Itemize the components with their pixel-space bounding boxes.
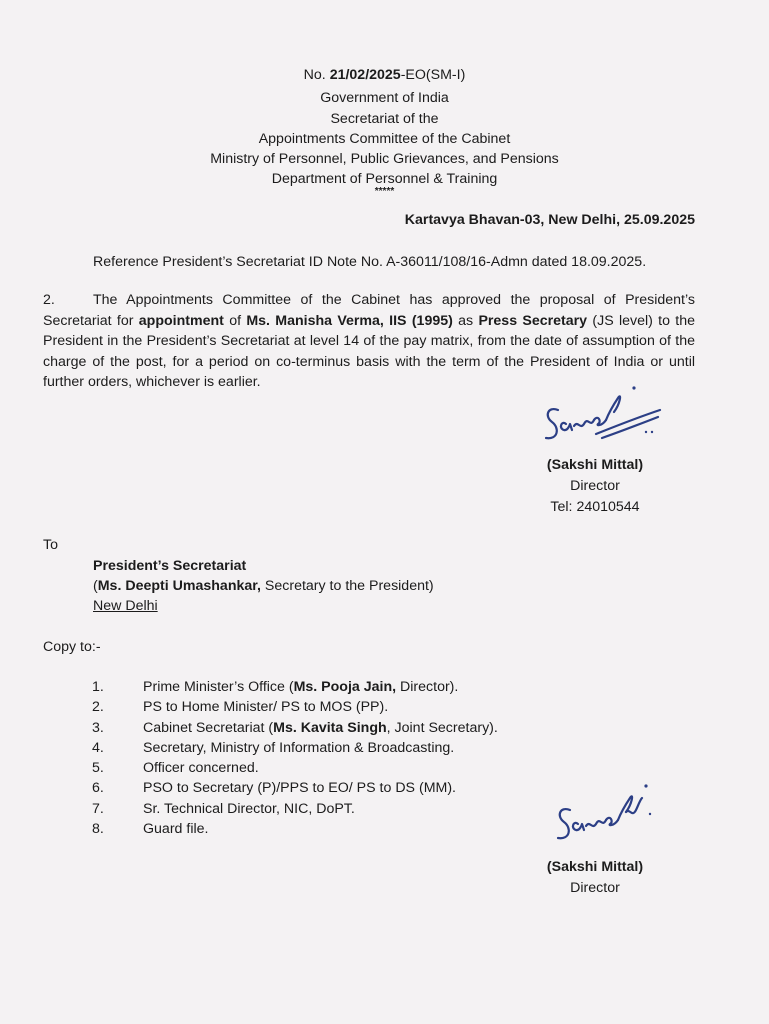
header-department: Department of Personnel & Training (271, 171, 498, 187)
paragraph-number: 2. (43, 292, 55, 308)
signature-image-2 (550, 778, 670, 850)
signatory-name: (Sakshi Mittal) (546, 457, 644, 473)
signatory-tel: Tel: 24010544 (550, 499, 640, 515)
post-title: Press Secretary (478, 312, 588, 329)
reference-note: Reference President’s Secretariat ID Note No. A-36011/108/16-Admn dated 18.09.2025. (93, 254, 647, 270)
recipient-org: President’s Secretariat (93, 558, 247, 574)
signatory-designation: Director (570, 478, 620, 494)
header-ministry: Ministry of Personnel, Public Grievances, and Pensions (210, 151, 559, 167)
file-number: No. 21/02/2025-EO(SM-I) (303, 67, 466, 83)
header-committee: Appointments Committee of the Cabinet (258, 131, 511, 147)
approval-paragraph: 2. The Appointments Committee of the Cabinet has approved the proposal of President’s Secretariat for appointment of Ms. Manisha Verma, IIS (1995) as Press Secretary (JS level) to the President in the President’s Secretariat at level 14 of the pay matrix, from the date of assumption of the charge of the post, for a period on co-terminus basis with the term of the President of India or until further orders, whichever is earlier. (43, 292, 696, 391)
signature-image (536, 380, 666, 452)
signature-block-1 (530, 455, 660, 518)
header-government: Government of India (320, 90, 449, 106)
appointee-name: Ms. Manisha Verma, IIS (1995) (246, 312, 453, 329)
header-stars: ***** (374, 186, 395, 197)
signatory-name-2: (Sakshi Mittal) (546, 859, 644, 875)
place-date: Kartavya Bhavan-03, New Delhi, 25.09.2025 (404, 212, 695, 228)
to-label: To (43, 537, 58, 553)
recipient-city: New Delhi (93, 598, 158, 614)
copy-to-label: Copy to:- (43, 639, 101, 655)
signature-block-2 (530, 857, 660, 899)
signatory-designation-2: Director (570, 880, 620, 896)
recipient-person: (Ms. Deepti Umashankar, Secretary to the President) (93, 578, 434, 594)
document-page: No. 21/02/2025-EO(SM-I) Government of India Secretariat of the Appointments Committee of the Cabinet Ministry of Personnel, Public Grievances, and Pensions Department of Personnel & Training ***** Kartavya Bhavan-03, New Delhi, 25.09.2025 Reference President’s Secretariat ID Note No. A-36011/108/16-Admn dated 18.09.2025. 2. The Appointments Committee of the Cabinet has approved the proposal of President’s Secretariat for appointment of Ms. Manisha Verma, IIS (1995) as Press Secretary (JS level) to the President in the President’s Secretariat at level 14 of the pay matrix, from the date of assumption of the charge of the post, for a period on co-terminus basis with the term of the President of India or until further orders, whichever is earlier. (Sakshi Mittal) Director Tel: 24010544 To President’s Secretariat (Ms. Deepti Umashankar, Secretary to the President) New Delhi Copy to:- 1. Prime Minister’s Office (Ms. Pooja Jain, Director). 2. PS to Home Minister/ PS to MOS (PP). 3. Cabinet Secretariat (Ms. Kavita Singh, Joint Secretary). 4. Secretary, Ministry of Information & Broadcasting. 5. Officer concerned. 6. PSO to Secretary (P)/PPS to EO/ PS to DS (MM). 7. Sr. Technical Director, NIC, DoPT. 8. Guard file. (Sakshi Mittal) Director (0, 0, 769, 1024)
header-secretariat: Secretariat of the (330, 111, 439, 127)
